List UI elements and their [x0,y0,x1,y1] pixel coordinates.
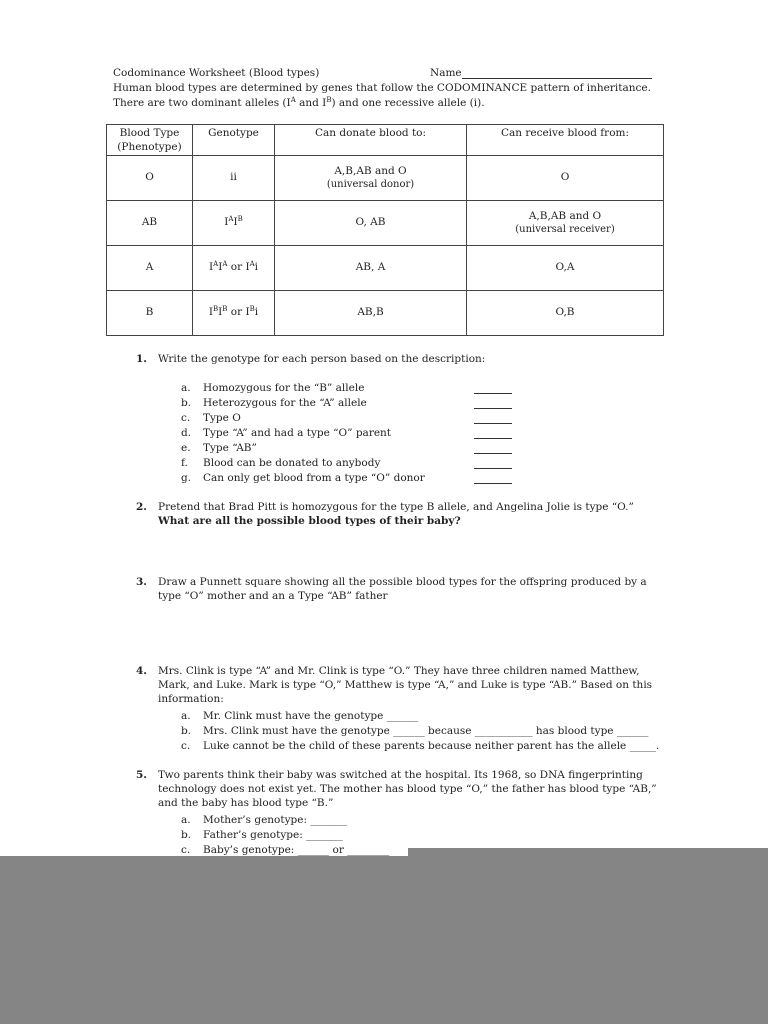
question-1-number: 1. [136,353,147,365]
genotype-cell: $I^BI^B$ or $I^Bi$ [193,291,275,336]
blood-type-cell: B [107,291,193,336]
q1-item-text: Blood can be donated to anybody [203,457,381,469]
blood-type-table [106,124,664,336]
q5-item-letter: c. [181,844,191,856]
question-5-text: Two parents think their baby was switched at the hospital. Its 1968, so DNA fingerprinting technology does not exist yet. The mother has blood type “O,” the father has blood type “AB,” and the baby has blood type “B.” [158,769,657,810]
question-4-number: 4. [136,665,147,677]
q1-answer-blank[interactable] [474,453,512,454]
q1-item-letter: d. [181,427,192,439]
table-header-row [107,125,664,156]
q1-item-letter: e. [181,442,191,454]
q4-item-text: Luke cannot be the child of these parents because neither parent has the allele _____. [203,740,660,752]
blood-type-cell: O [107,156,193,201]
q1-answer-blank[interactable] [474,423,512,424]
donate-cell: A,B,AB and O (universal donor) [275,156,467,201]
question-2-text: Pretend that Brad Pitt is homozygous for the type B allele, and Angelina Jolie is type “O.” What are all the possible blood types of their baby? [158,501,634,528]
receive-cell: O,B [467,291,664,336]
intro-line-2: There are two dominant alleles ($I^A$ and $I^B$) and one recessive allele (i). [113,96,485,109]
header-can-receive: Can receive blood from: [467,125,664,156]
question-1-text: Write the genotype for each person based on the description: [158,353,486,365]
blood-type-cell: AB [107,201,193,246]
q5-item-letter: b. [181,829,192,841]
header-can-donate: Can donate blood to: [275,125,467,156]
question-4-text: Mrs. Clink is type “A” and Mr. Clink is type “O.” They have three children named Matthew, Mark, and Luke. Mark is type “O,” Matthew is type “A,” and Luke is type “AB.” Based on this information: [158,665,653,706]
question-3-text: Draw a Punnett square showing all the possible blood types for the offspring produced by a type “O” mother and an a Type “AB” father [158,576,647,603]
q1-item-letter: a. [181,382,191,394]
q1-item-text: Type “AB” [203,442,257,454]
genotype-cell: ii [193,156,275,201]
intro-line-1: Human blood types are determined by genes that follow the CODOMINANCE pattern of inheritance. [113,82,651,94]
donate-cell: O, AB [275,201,467,246]
q1-item-text: Homozygous for the “B” allele [203,382,365,394]
q1-answer-blank[interactable] [474,408,512,409]
q1-answer-blank[interactable] [474,438,512,439]
q5-item-text: Baby’s genotype: ______ or ________ [203,844,390,856]
receive-cell: O,A [467,246,664,291]
page-cutoff-overlay [0,856,768,1024]
q1-item-text: Type “A” and had a type “O” parent [203,427,392,439]
question-3-number: 3. [136,576,147,588]
q1-item-text: Heterozygous for the “A” allele [203,397,367,409]
table-row [107,291,664,336]
q1-answer-blank[interactable] [474,468,512,469]
q4-item-letter: b. [181,725,192,737]
q4-item-text: Mr. Clink must have the genotype ______ [203,710,419,722]
universal-receiver-note: (universal receiver) [515,224,615,236]
genotype-cell: $I^AI^A$ or $I^Ai$ [193,246,275,291]
q4-item-letter: c. [181,740,191,752]
table-row [107,156,664,201]
q1-answer-blank[interactable] [474,483,512,484]
q1-item-text: Can only get blood from a type “O” donor [203,472,425,484]
genotype-cell: $I^AI^B$ [193,201,275,246]
q5-item-text: Mother’s genotype: _______ [203,814,348,826]
question-5-number: 5. [136,769,147,781]
receive-cell: A,B,AB and O (universal receiver) [467,201,664,246]
q5-item-letter: a. [181,814,191,826]
table-row [107,246,664,291]
universal-donor-note: (universal donor) [326,179,415,191]
q5-item-text: Father’s genotype: _______ [203,829,343,841]
q4-item-letter: a. [181,710,191,722]
table-row [107,201,664,246]
blood-type-cell: A [107,246,193,291]
donate-cell: AB, A [275,246,467,291]
donate-cell: AB,B [275,291,467,336]
header-genotype: Genotype [193,125,275,156]
receive-cell: O [467,156,664,201]
worksheet-title: Codominance Worksheet (Blood types) [113,67,320,79]
question-2-bold-prompt: What are all the possible blood types of their baby? [158,515,461,528]
q4-item-text: Mrs. Clink must have the genotype ______ because ___________ has blood type ______ [203,725,649,737]
q1-item-letter: g. [181,472,192,484]
q1-item-text: Type O [203,412,241,424]
header-blood-type: Blood Type (Phenotype) [107,125,193,156]
name-label: Name [430,67,462,79]
q1-item-letter: b. [181,397,192,409]
question-2-number: 2. [136,501,147,513]
q1-item-letter: c. [181,412,191,424]
name-blank-line[interactable] [462,78,652,79]
q1-item-letter: f. [181,457,188,469]
q1-answer-blank[interactable] [474,393,512,394]
